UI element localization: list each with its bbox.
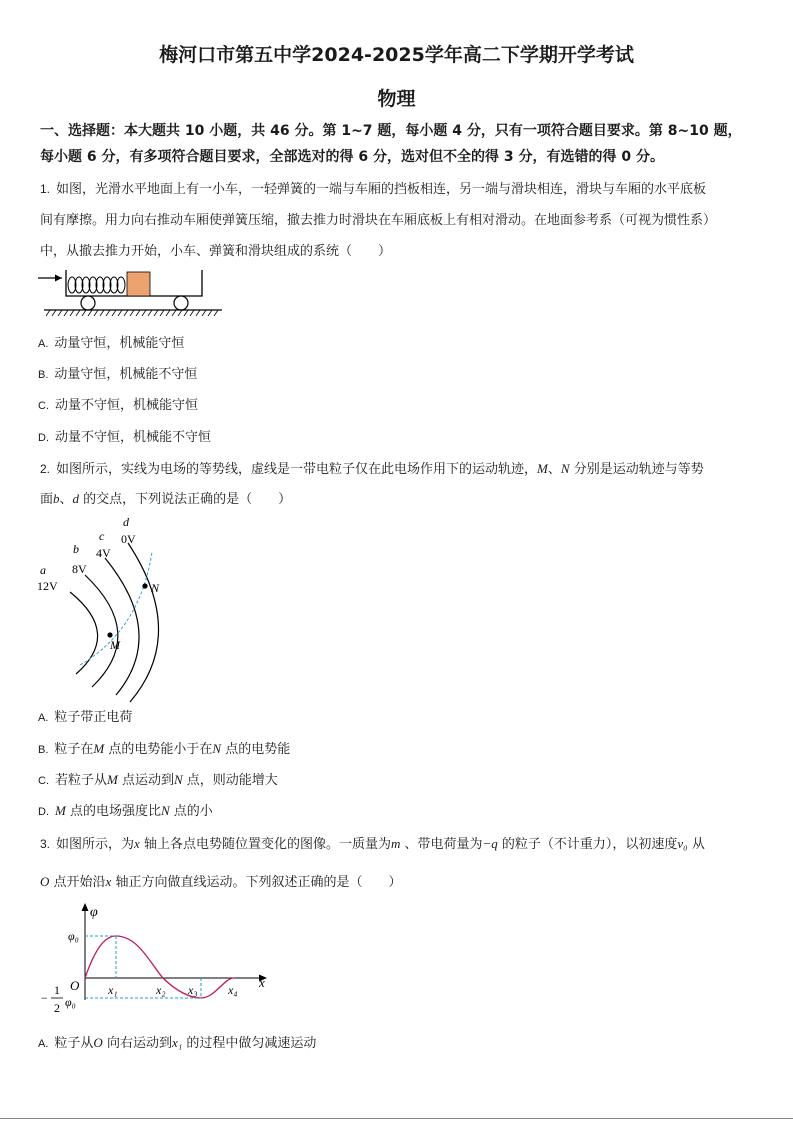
equipotential-a: [70, 592, 98, 674]
label-x1: x₁: [108, 983, 118, 997]
label-phi: φ: [90, 905, 98, 920]
ground-hatch: [46, 310, 218, 316]
var-v0: v₀: [677, 836, 688, 851]
page-bottom-rule: [0, 1118, 793, 1119]
option-text: 动量不守恒，机械能不守恒: [55, 430, 212, 445]
option-label: B.: [38, 369, 49, 381]
point-n: [142, 583, 147, 588]
var-m: m: [390, 836, 401, 851]
var-x: x: [134, 836, 140, 851]
q3-option-a[interactable]: [38, 1032, 316, 1051]
option-label: A.: [38, 338, 49, 350]
q1-text-1: 如图，光滑水平地面上有一小车，一轻弹簧的一端与车厢的挡板相连，另一端与滑块相连，滑块与车厢的水平底板: [56, 182, 707, 197]
q3-text: 轴正方向做直线运动。下列叙述正确的是（ ）: [111, 875, 402, 890]
label-half-phi0: φ₀: [65, 995, 76, 1009]
equipotential-c: [105, 558, 139, 695]
label-x4: x₄: [228, 983, 238, 997]
option-label: A.: [38, 712, 49, 724]
var-m: M: [55, 803, 66, 818]
point-m: [107, 632, 112, 637]
q1-number: 1.: [40, 182, 51, 196]
q2-text-2b: 的交点，下列说法正确的是（ ）: [79, 492, 292, 507]
q1-option-d[interactable]: [38, 426, 211, 445]
label-d: d: [123, 515, 129, 529]
option-text: 粒子带正电荷: [54, 710, 133, 725]
q2-text-1a: 如图所示，实线为电场的等势线，虚线是一带电粒子仅在此电场作用下的运动轨迹，: [56, 462, 538, 477]
q1-option-a[interactable]: [38, 332, 184, 351]
q3-text: 、带电荷量为: [400, 837, 483, 852]
q2-var-d: d: [72, 491, 80, 506]
phi-axis-arrow: [82, 903, 89, 911]
q2-option-c[interactable]: [38, 769, 278, 788]
exam-title: 梅河口市第五中学2024-2025学年高二下学期开学考试: [159, 44, 634, 66]
option-label: A.: [38, 1038, 49, 1050]
option-text: 粒子从: [54, 1036, 94, 1051]
var-x1: x₁: [171, 1035, 183, 1050]
option-text: 动量守恒，机械能守恒: [54, 336, 185, 351]
label-c-value: 4V: [96, 546, 111, 560]
q2-line-2: [40, 488, 291, 507]
q3-text: 的粒子（不计重力），以初速度: [497, 837, 678, 852]
label-d-value: 0V: [121, 532, 136, 546]
q3-line-2: [40, 871, 401, 890]
option-text: 点的电势能: [221, 742, 291, 757]
q3-text: 点开始沿: [49, 875, 106, 890]
q3-text: 轴上各点电势随位置变化的图像。一质量为: [139, 837, 391, 852]
var-m: M: [93, 741, 105, 756]
option-text: 向右运动到: [102, 1036, 172, 1051]
label-x2: x₂: [156, 983, 166, 997]
option-label: C.: [38, 400, 49, 412]
option-text: 动量守恒，机械能不守恒: [54, 367, 198, 382]
var-neg-q: −q: [482, 836, 498, 851]
q2-option-d[interactable]: [38, 800, 213, 819]
q2-sep: 、: [547, 462, 561, 477]
subject-title: 物理: [377, 88, 416, 110]
option-text: 的过程中做匀减速运动: [182, 1036, 317, 1051]
label-m: M: [110, 638, 120, 652]
label-b-value: 8V: [72, 562, 87, 576]
q2-var-b: b: [53, 491, 60, 506]
label-origin: O: [70, 978, 80, 993]
label-a-value: 12V: [37, 579, 58, 593]
q2-sep-2: 、: [59, 492, 73, 507]
option-label: B.: [38, 744, 49, 756]
q2-var-n: N: [560, 461, 570, 476]
label-x3: x₃: [188, 983, 198, 997]
q1-option-c[interactable]: [38, 394, 198, 413]
option-label: D.: [38, 432, 49, 444]
q3-text: 从: [687, 837, 705, 852]
label-n: N: [151, 581, 160, 595]
q2-number: 2.: [40, 462, 51, 476]
var-m: M: [107, 772, 118, 787]
option-text: 点的电场强度比: [65, 804, 161, 819]
equipotential-d: [128, 543, 159, 702]
option-text: 点运动到: [117, 773, 174, 788]
q1-line-1: [40, 178, 706, 197]
var-n: N: [174, 772, 183, 787]
var-x: x: [105, 874, 112, 889]
equipotential-b: [85, 575, 118, 687]
q3-number: 3.: [40, 837, 51, 851]
var-o: O: [40, 874, 50, 889]
q2-text-2a: 面: [40, 492, 54, 507]
spring: [68, 277, 125, 293]
option-label: C.: [38, 775, 49, 787]
q1-option-b[interactable]: [38, 363, 197, 382]
q2-var-m: M: [537, 461, 548, 476]
var-n: N: [160, 803, 170, 818]
label-neg-sign: −: [41, 991, 48, 1005]
label-b: b: [73, 542, 79, 556]
wheel-left: [81, 296, 95, 310]
q2-option-b[interactable]: [38, 738, 290, 757]
slider-block: [127, 272, 150, 296]
label-phi0: φ₀: [68, 929, 79, 943]
q1-line-3: 中，从撤去推力开始，小车、弹簧和滑块组成的系统（ ）: [40, 244, 392, 259]
q1-line-2: 间有摩擦。用力向右推动车厢使弹簧压缩，撤去推力时滑块在车厢底板上有相对滑动。在地面参考系（可视为惯性系）: [40, 213, 717, 228]
var-o: O: [93, 1035, 103, 1050]
q3-line-1: [40, 833, 705, 852]
label-half-den: 2: [54, 1001, 60, 1015]
q2-text-1b: 分别是运动轨迹与等势: [569, 462, 704, 477]
guide-lines: [85, 936, 201, 998]
option-text: 点的小: [169, 804, 213, 819]
section-instructions: [40, 118, 770, 170]
label-half-num: 1: [54, 983, 60, 997]
section-line-1: 一、选择题：本大题共 10 小题，共 46 分。第 1~7 题，每小题 4 分，只有一项符合题目要求。第 8~10 题，: [40, 123, 742, 139]
q2-line-1: [40, 458, 704, 477]
option-text: 若粒子从: [55, 773, 108, 788]
label-a: a: [40, 563, 46, 577]
q3-text: 如图所示，为: [56, 837, 135, 852]
label-c: c: [99, 529, 105, 543]
option-text: 点，则动能增大: [182, 773, 278, 788]
option-text: 点的电势能小于在: [104, 742, 213, 757]
equipotential-diagram: [30, 512, 180, 707]
label-x: x: [259, 975, 265, 990]
potential-graph: [38, 898, 278, 1020]
push-arrowhead: [55, 275, 62, 282]
option-text: 动量不守恒，机械能守恒: [55, 398, 199, 413]
section-line-2: 每小题 6 分，有多项符合题目要求，全部选对的得 6 分，选对但不全的得 3 分，有选错的得 0 分。: [40, 149, 664, 165]
var-n: N: [212, 741, 222, 756]
option-text: 粒子在: [54, 742, 94, 757]
cart-spring-diagram: [36, 262, 226, 320]
q2-option-a[interactable]: [38, 706, 132, 725]
option-label: D.: [38, 806, 49, 818]
wheel-right: [174, 296, 188, 310]
